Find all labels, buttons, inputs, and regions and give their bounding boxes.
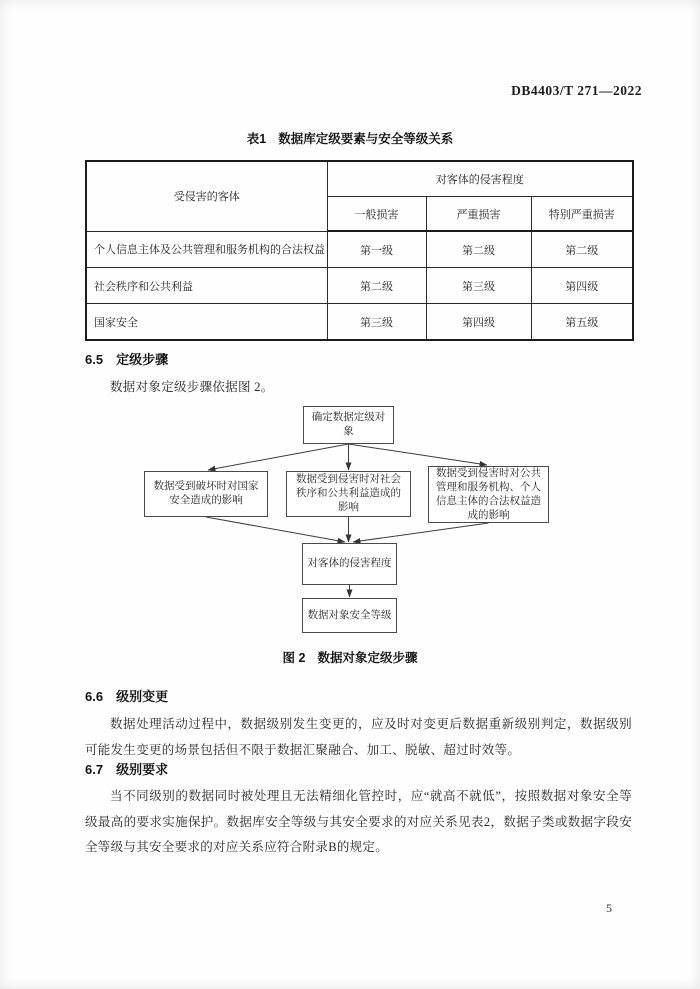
section-number: 6.6 — [85, 689, 104, 704]
section-number: 6.5 — [85, 352, 104, 367]
figure-caption — [0, 648, 700, 666]
table-cell-level: 第三级 — [327, 304, 426, 341]
table-header-object: 受侵害的客体 — [86, 161, 327, 231]
table-cell-object: 个人信息主体及公共管理和服务机构的合法权益 — [86, 231, 327, 268]
flow-node-determine-object: 确定数据定级对象 — [303, 406, 394, 444]
table-cell-level: 第三级 — [426, 268, 531, 304]
section-heading-6-7 — [85, 759, 168, 778]
section-number: 6.7 — [85, 762, 104, 777]
table-cell-level: 第四级 — [531, 268, 633, 304]
table-cell-object: 国家安全 — [86, 304, 327, 341]
table-cell-level: 第一级 — [327, 231, 426, 268]
figure-caption-label: 图 2 — [282, 651, 306, 665]
section-title: 级别要求 — [116, 762, 169, 777]
flow-node-rights-impact: 数据受到侵害时对公共管理和服务机构、个人信息主体的合法权益造成的影响 — [428, 466, 549, 523]
table-cell-level: 第五级 — [531, 304, 633, 341]
flow-node-security-level: 数据对象安全等级 — [302, 598, 397, 633]
page-number: 5 — [606, 901, 612, 915]
standard-code: DB4403/T 271—2022 — [511, 83, 642, 98]
table-header-extreme-damage: 特别严重损害 — [531, 197, 633, 232]
section-heading-6-6 — [85, 686, 168, 705]
table-cell-level: 第四级 — [426, 304, 531, 341]
table-cell-level: 第二级 — [531, 231, 633, 268]
table-cell-object: 社会秩序和公共利益 — [86, 268, 327, 304]
section-title: 级别变更 — [116, 689, 169, 704]
table-caption-label: 表1 — [246, 132, 267, 146]
table-cell-level: 第二级 — [327, 268, 426, 304]
section-title: 定级步骤 — [116, 352, 169, 367]
table-header-general-damage: 一般损害 — [327, 197, 426, 232]
section-6-5-paragraph: 数据对象定级步骤依据图 2。 — [110, 380, 274, 394]
table-caption-text: 数据库定级要素与安全等级关系 — [278, 132, 454, 146]
section-6-6-paragraph: 数据处理活动过程中，数据级别发生变更的，应及时对变更后数据重新级别判定，数据级别可能发生变更的场景包括但不限于数据汇聚融合、加工、脱敏、超过时效等。 — [85, 717, 632, 757]
table-header-degree-group: 对客体的侵害程度 — [327, 161, 633, 197]
table-header-serious-damage: 严重损害 — [426, 197, 531, 232]
section-6-7-paragraph: 当不同级别的数据同时被处理且无法精细化管控时，应“就高不就低”，按照数据对象安全等级最高的要求实施保护。数据库安全等级与其安全要求的对应关系见表2，数据子类或数据字段安全等级与其安全要求的对应关系应符合附录B的规定。 — [85, 789, 632, 854]
flow-node-social-order-impact: 数据受到侵害时对社会秩序和公共利益造成的影响 — [286, 471, 411, 517]
figure-caption-text: 数据对象定级步骤 — [317, 651, 418, 665]
flow-node-national-security-impact: 数据受到破坏时对国家安全造成的影响 — [144, 471, 268, 517]
flow-node-degree-of-harm: 对客体的侵害程度 — [302, 543, 397, 585]
table-cell-level: 第二级 — [426, 231, 531, 268]
